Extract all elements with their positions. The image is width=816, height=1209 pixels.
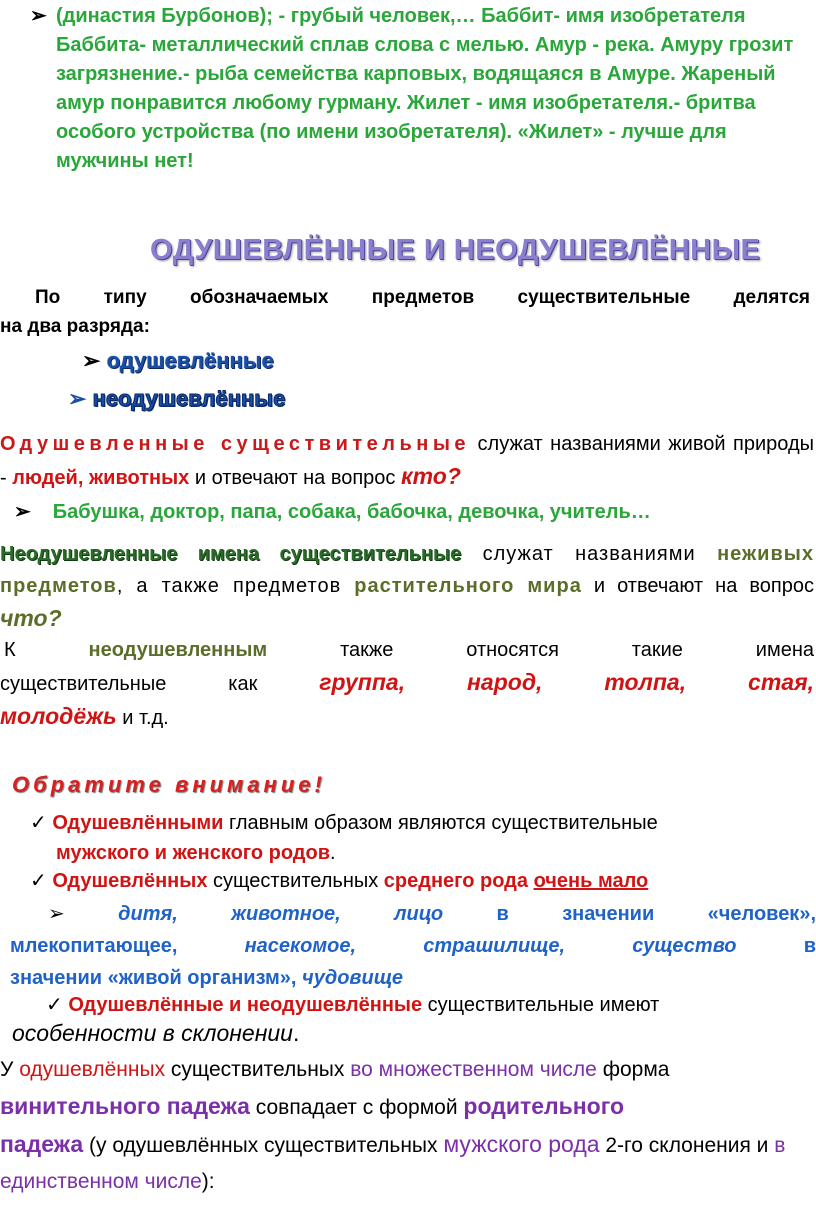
check1-end: . (330, 842, 336, 864)
final-text: (у одушевлённых существительных (83, 1134, 444, 1157)
also-line-3 (0, 700, 814, 734)
check2-text: существительных (207, 870, 384, 892)
features-end: . (292, 1020, 300, 1046)
list-word: чудовище (302, 967, 404, 989)
inanimate-objects: неживых предметов (0, 543, 814, 597)
final-text: ): (201, 1170, 215, 1193)
final-genitive: родительного (463, 1093, 625, 1119)
list-word: млекопитающее, (10, 935, 178, 957)
final-text: У (0, 1058, 20, 1081)
section-heading: ОДУШЕВЛЁННЫЕ И НЕОДУШЕВЛЁННЫЕ (150, 234, 761, 266)
list-word: значении (562, 903, 655, 925)
inanimate-plants: растительного мира (354, 575, 582, 597)
example-word: молодёжь (0, 703, 117, 729)
also-word-k: К (4, 639, 16, 661)
final-singular: в единственном числе (0, 1134, 786, 1193)
final-paragraph (0, 1052, 814, 1200)
final-masculine: мужского рода (443, 1131, 600, 1157)
animate-paragraph (0, 428, 814, 494)
inanimate-text-1: служат названиями (461, 543, 718, 565)
animate-people: людей, животных (12, 467, 190, 489)
list-group-4 (632, 935, 816, 957)
checkmark-icon: ✓ (30, 870, 47, 892)
list-group-1 (48, 903, 178, 925)
animate-text-2: и отвечают на вопрос (189, 467, 401, 489)
list-group-2 (394, 903, 509, 925)
arrow-bullet-icon: ➢ (68, 386, 87, 411)
final-accusative: винительного падежа (0, 1093, 250, 1119)
example-word: стая, (748, 669, 815, 695)
list-word: «человек», (707, 903, 816, 925)
arrow-bullet-icon: ➢ (30, 5, 47, 27)
final-text: существительных (165, 1058, 351, 1081)
also-inanimate: неодушевленным (88, 639, 268, 661)
example-word: народ, (467, 669, 543, 695)
list-word: в (803, 935, 816, 957)
check1-line2 (30, 838, 814, 868)
types-intro-line2: на два разряда: (0, 316, 150, 337)
final-plural: во множественном числе (350, 1058, 597, 1081)
arrow-bullet-icon: ➢ (82, 348, 101, 373)
list-line-1 (10, 898, 816, 930)
arrow-bullet-icon: ➢ (48, 903, 65, 925)
also-kak-group (228, 669, 406, 695)
types-intro-line1: По типу обозначаемых предметов существительные делятся (35, 287, 810, 308)
check2-bold: Одушевлённых (52, 870, 208, 892)
type-item-animate-label: одушевлённые (106, 348, 274, 373)
also-line-1 (0, 634, 814, 666)
check2-red2: очень мало (533, 870, 649, 892)
also-end: и т.д. (116, 707, 169, 729)
example-word: толпа, (604, 669, 687, 695)
list-group-3 (10, 935, 356, 957)
features-line (12, 1020, 299, 1047)
example-word: группа, (319, 669, 406, 695)
list-word: существо (632, 935, 737, 957)
check-item-1 (30, 808, 814, 868)
final-animate: одушевлённых (19, 1058, 166, 1081)
examples-text: Бабушка, доктор, папа, собака, бабочка, девочка, учитель… (52, 501, 651, 523)
intro-paragraph (30, 2, 800, 176)
inanimate-text-3: и отвечают на вопрос (581, 575, 814, 597)
final-text: 2-го склонения и (599, 1134, 775, 1157)
also-word: относятся (466, 639, 559, 661)
list-word: насекомое, (244, 935, 357, 957)
also-line-2 (0, 666, 814, 700)
list-word: страшилище, (423, 935, 566, 957)
list-word: животное, (231, 903, 341, 925)
list-word: значении «живой организм», (10, 967, 297, 989)
also-word-kak: как (228, 673, 258, 695)
type-item-animate (82, 348, 274, 374)
also-word: имена (755, 639, 815, 661)
check-item-3 (46, 990, 816, 1020)
check-item-2 (30, 866, 814, 896)
list-word: лицо (394, 903, 444, 925)
inanimate-paragraph (0, 538, 814, 636)
check3-red: Одушевлённые и неодушевлённые (68, 994, 423, 1016)
examples-line (14, 499, 651, 524)
check2-red1: среднего рода (383, 870, 528, 892)
inanimate-text-2: , а также предметов (116, 575, 355, 597)
type-item-inanimate-label: неодушевлённые (92, 386, 286, 411)
list-line-2 (10, 930, 816, 962)
attention-heading: Обратите внимание! (12, 772, 326, 797)
check1-red: мужского и женского родов (56, 842, 331, 864)
list-word: в (496, 903, 509, 925)
list-word: дитя, (118, 903, 178, 925)
check1-text: главным образом являются существительные (223, 812, 658, 834)
final-text: форма (596, 1058, 670, 1081)
also-word: существительные (0, 673, 167, 695)
check3-text: существительные имеют (422, 994, 660, 1016)
checkmark-icon: ✓ (30, 812, 47, 834)
animate-title: Одушевленные существительные (0, 433, 471, 455)
also-word: такие (631, 639, 683, 661)
arrow-bullet-icon: ➢ (14, 501, 31, 523)
also-word: также (340, 639, 394, 661)
checkmark-icon: ✓ (46, 994, 63, 1016)
check1-bold: Одушевлёнными (52, 812, 224, 834)
types-intro (0, 283, 810, 341)
type-item-inanimate (68, 386, 285, 412)
neuter-animate-list (10, 898, 816, 994)
final-text: совпадает с формой (249, 1096, 464, 1119)
inanimate-title: Неодушевленные имена существительные (0, 543, 462, 565)
features-text: особенности в склонении (12, 1020, 293, 1046)
intro-text: (династия Бурбонов); - грубый человек,… Баббит- имя изобретателя Баббита- металлический сплав слова с мелью. Амур - река. Амуру грозит загрязнение.- рыба семейства карповых, водящаяся в Амуре. Жареный амур понравится любому гурману. Жилет - имя изобретателя.- бритва особого устройства (по имени изобретателя). «Жилет» - лучше для мужчины нет! (56, 5, 794, 172)
also-paragraph (0, 634, 814, 734)
inanimate-question: что? (0, 605, 62, 631)
animate-text-1: служат названиями живой природы - (0, 433, 814, 489)
final-case: падежа (0, 1131, 84, 1157)
animate-question: кто? (400, 463, 461, 489)
